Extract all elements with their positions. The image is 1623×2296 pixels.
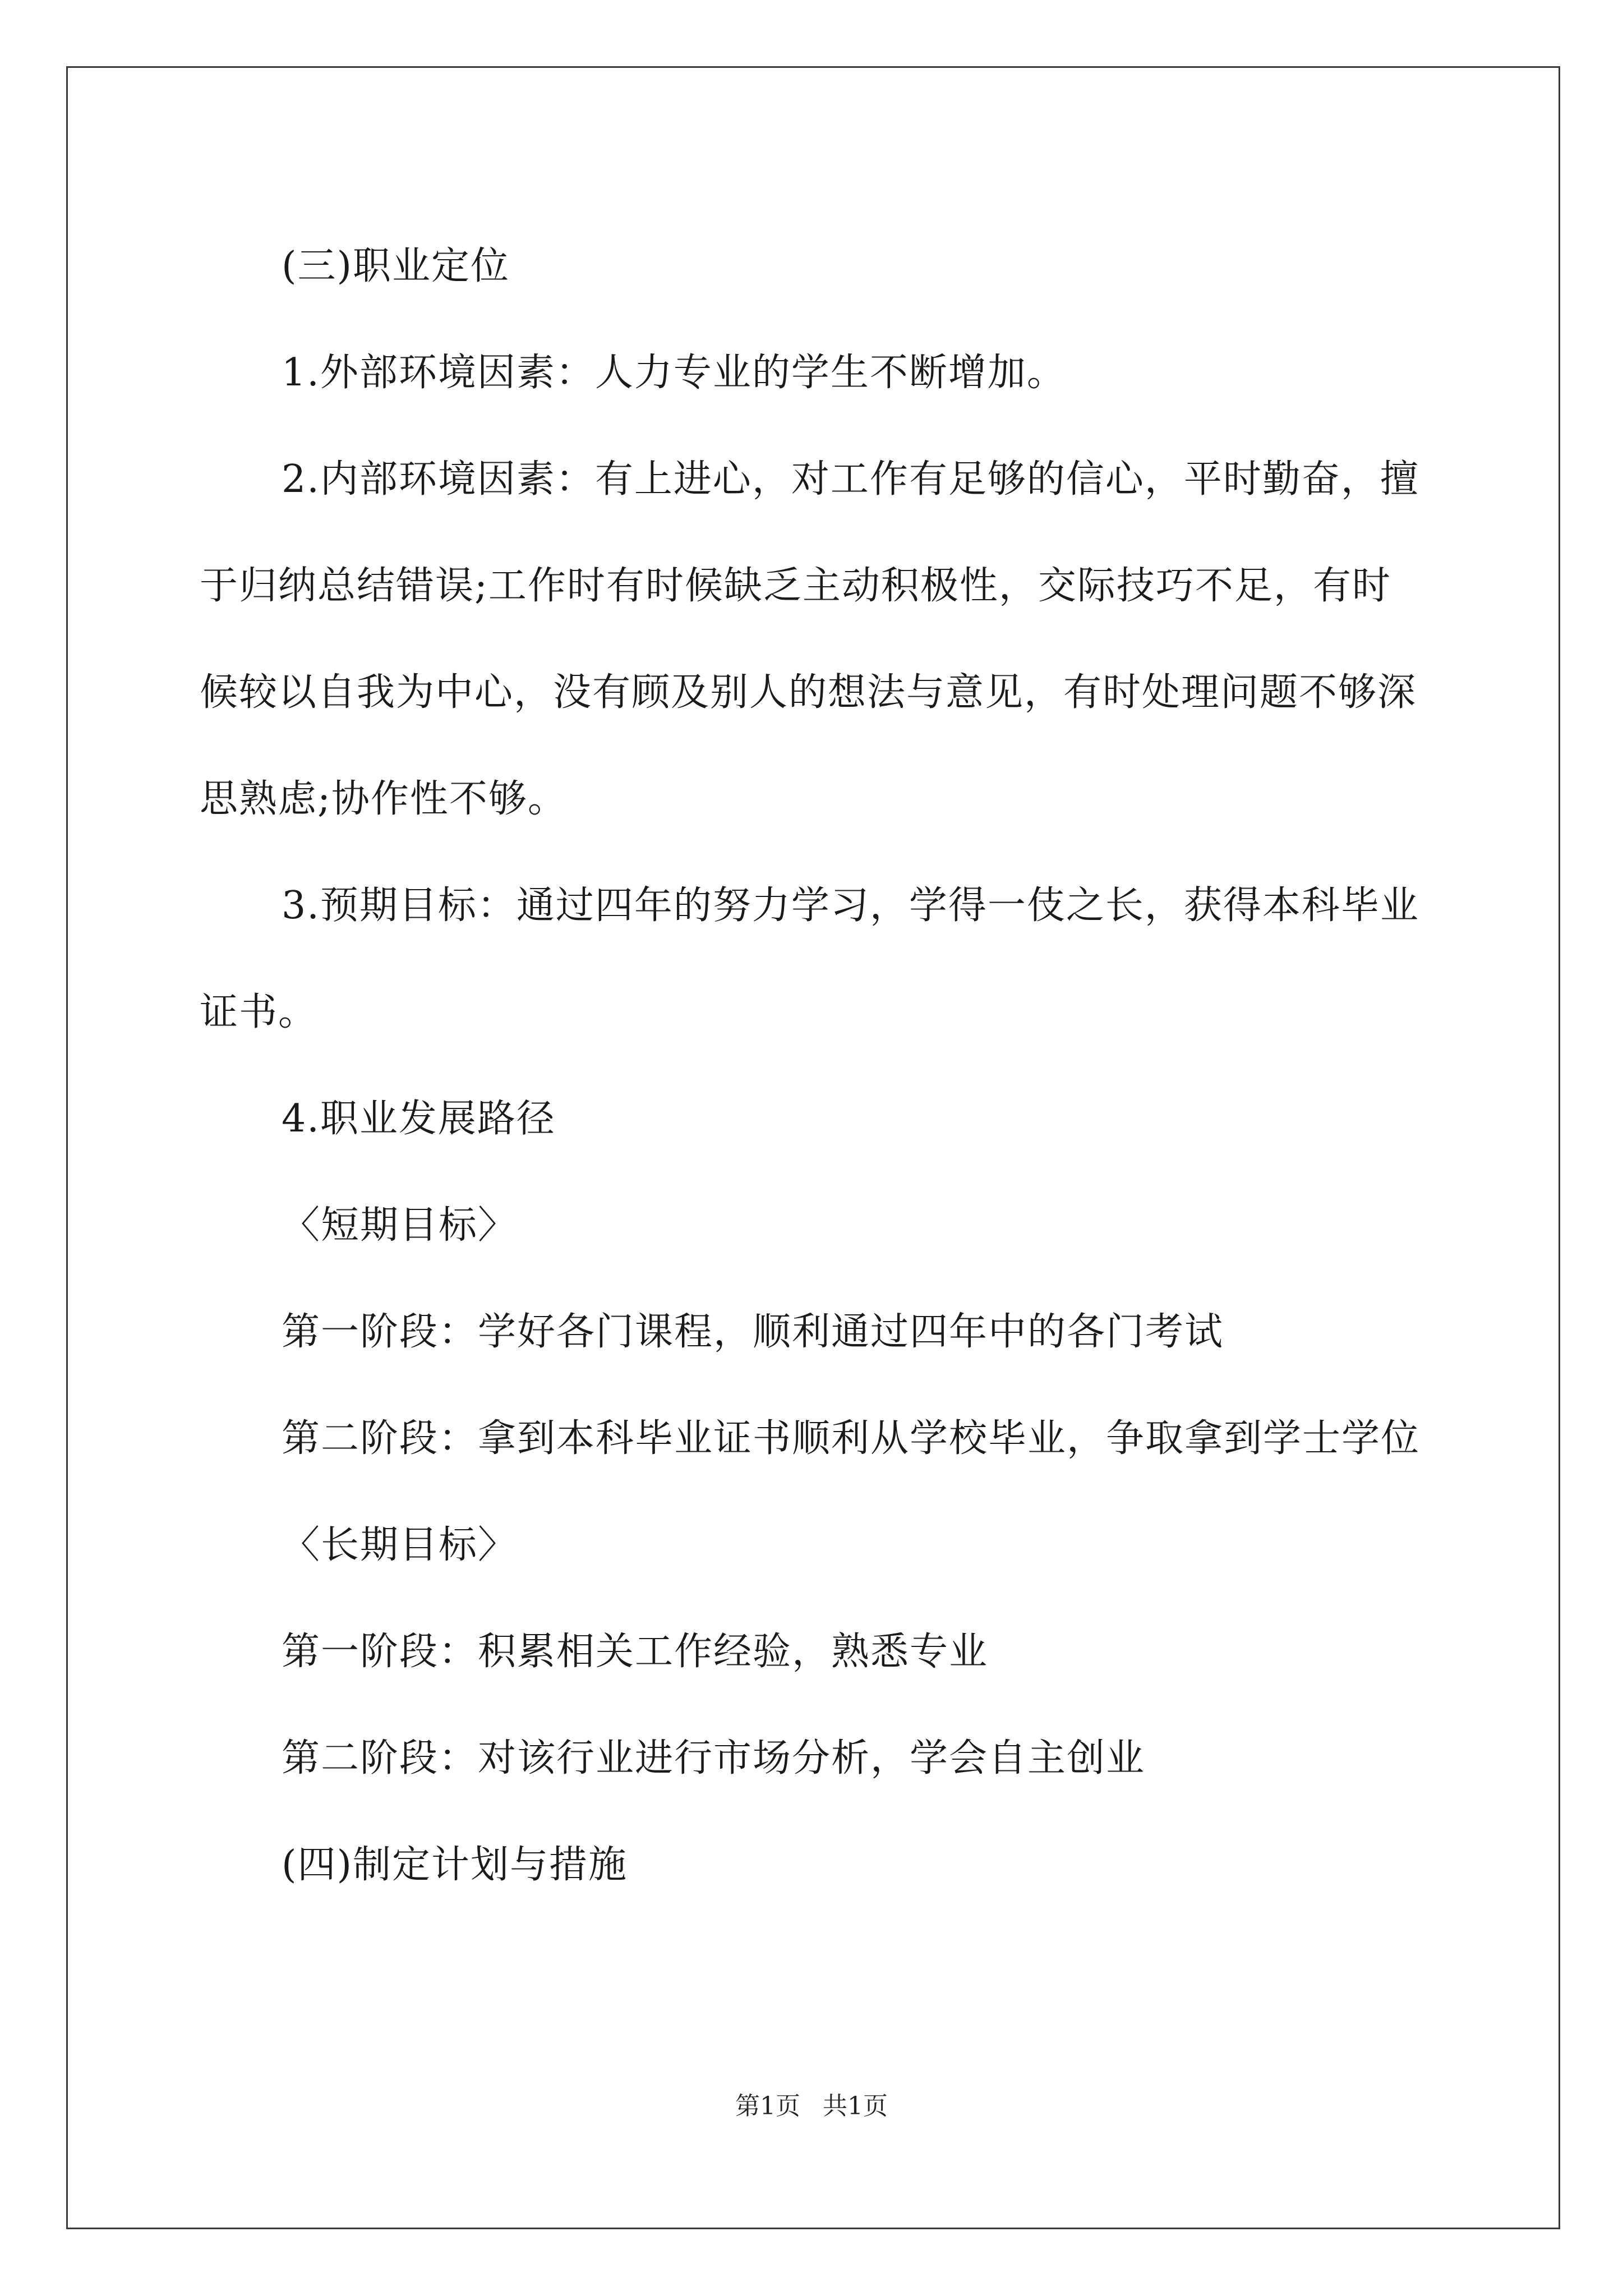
paragraph-short-term-stage-1: 第一阶段：学好各门课程，顺利通过四年中的各门考试: [282, 1310, 1224, 1354]
section-heading-plans-measures: (四)制定计划与措施: [282, 1843, 628, 1887]
page-total: 共1页: [823, 2092, 888, 2120]
paragraph-internal-factors: 2.内部环境因素：有上进心，对工作有足够的信心，平时勤奋，擅于归纳总结错误;工作时有时候缺乏主动积极性，交际技巧不足，有时候较以自我为中心，没有顾及别人的想法与意见，有时处理问题不够深思熟虑;协作性不够。: [200, 457, 1419, 821]
page-footer: [0, 2086, 1623, 2122]
subheading-short-term-goals: 〈短期目标〉: [282, 1203, 518, 1248]
paragraph-expected-goal: 3.预期目标：通过四年的努力学习，学得一伎之长，获得本科毕业证书。: [200, 884, 1419, 1034]
document-body: [200, 213, 1428, 1918]
paragraph-long-term-stage-1: 第一阶段：积累相关工作经验，熟悉专业: [282, 1630, 989, 1674]
paragraph-short-term-stage-2: 第二阶段：拿到本科毕业证书顺利从学校毕业，争取拿到学士学位: [282, 1416, 1421, 1461]
subheading-long-term-goals: 〈长期目标〉: [282, 1523, 518, 1567]
paragraph-external-factors: 1.外部环境因素：人力专业的学生不断增加。: [282, 351, 1066, 395]
paragraph-career-path: 4.职业发展路径: [282, 1097, 556, 1141]
paragraph-long-term-stage-2: 第二阶段：对该行业进行市场分析，学会自主创业: [282, 1736, 1146, 1780]
page-number: 第1页: [735, 2092, 800, 2120]
section-heading-career-positioning: (三)职业定位: [282, 244, 510, 288]
